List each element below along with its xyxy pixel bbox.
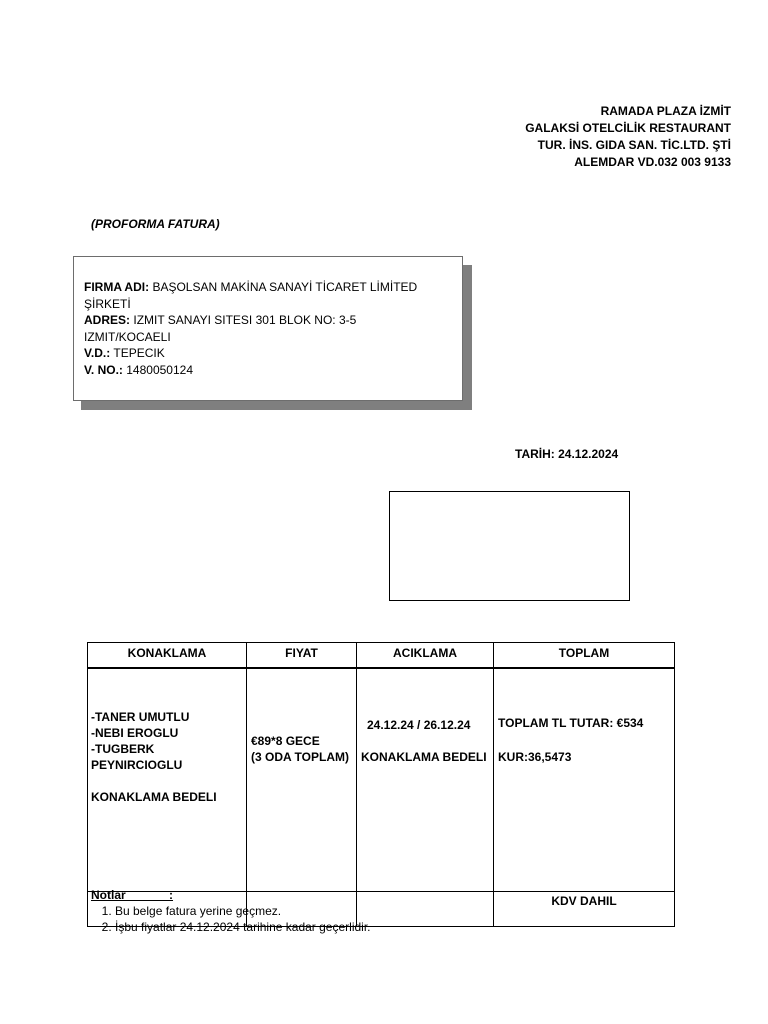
invoice-table xyxy=(87,642,675,927)
description-text: KONAKLAMA BEDELI xyxy=(361,749,487,764)
document-date: TARİH: 24.12.2024 xyxy=(515,447,619,461)
customer-details xyxy=(84,279,444,378)
guests-cell xyxy=(88,668,247,892)
footer-empty-cell xyxy=(357,891,494,926)
vno-label: V. NO.: xyxy=(84,362,123,377)
vno-value: 1480050124 xyxy=(126,362,193,377)
date-range: 24.12.24 / 26.12.24 xyxy=(367,717,471,732)
note-item: 2. İşbu fiyatlar 24.12.2024 tarihine kadar geçerlidir. xyxy=(115,919,371,935)
vd-row xyxy=(84,345,444,362)
adres-label: ADRES: xyxy=(84,313,131,327)
adres-row xyxy=(84,312,444,345)
company-line2: GALAKSİ OTELCİLİK RESTAURANT xyxy=(525,121,731,135)
price-note: (3 ODA TOPLAM) xyxy=(251,749,349,764)
notes-list xyxy=(91,903,371,935)
exchange-rate: KUR:36,5473 xyxy=(498,749,572,764)
header-aciklama: ACIKLAMA xyxy=(357,643,494,668)
spacer xyxy=(361,733,493,749)
spacer xyxy=(91,773,246,789)
vno-row xyxy=(84,362,444,379)
guest-note: KONAKLAMA BEDELI xyxy=(91,789,217,804)
vd-value: TEPECIK xyxy=(113,346,165,360)
company-header xyxy=(525,103,731,171)
price-line: €89*8 GECE xyxy=(251,733,320,748)
total-amount: TOPLAM TL TUTAR: €534 xyxy=(498,715,644,730)
document-type: (PROFORMA FATURA) xyxy=(91,217,220,231)
notes-title: Notlar : xyxy=(91,888,174,902)
description-cell xyxy=(357,668,494,892)
note-item: 1. Bu belge fatura yerine geçmez. xyxy=(115,903,371,919)
price-cell xyxy=(247,668,357,892)
header-toplam: TOPLAM xyxy=(494,643,675,668)
total-cell xyxy=(494,668,675,892)
table-header-row xyxy=(88,643,675,668)
guest-name: -TANER UMUTLU xyxy=(91,709,190,724)
guest-name: -NEBI EROGLU xyxy=(91,725,179,740)
spacer xyxy=(498,731,674,749)
company-name: RAMADA PLAZA İZMİT xyxy=(600,104,731,118)
company-tax-info: ALEMDAR VD.032 003 9133 xyxy=(574,155,731,169)
vd-label: V.D.: xyxy=(84,346,111,360)
adres-value: IZMIT SANAYI SITESI 301 BLOK NO: 3-5 IZMIT/KOCAELI xyxy=(84,313,357,344)
stamp-box xyxy=(389,491,630,601)
notes-section xyxy=(91,887,371,935)
firma-row xyxy=(84,279,444,312)
firma-value: BAŞOLSAN MAKİNA SANAYİ TİCARET LİMİTED ŞİRKETİ xyxy=(84,280,418,311)
company-line3: TUR. İNS. GIDA SAN. TİC.LTD. ŞTİ xyxy=(537,138,731,152)
header-konaklama: KONAKLAMA xyxy=(88,643,247,668)
header-fiyat: FIYAT xyxy=(247,643,357,668)
firma-label: FIRMA ADI: xyxy=(84,280,150,294)
table-row xyxy=(88,668,675,892)
guest-name: -TUGBERK PEYNIRCIOGLU xyxy=(91,741,183,772)
vat-note: KDV DAHIL xyxy=(494,891,675,926)
